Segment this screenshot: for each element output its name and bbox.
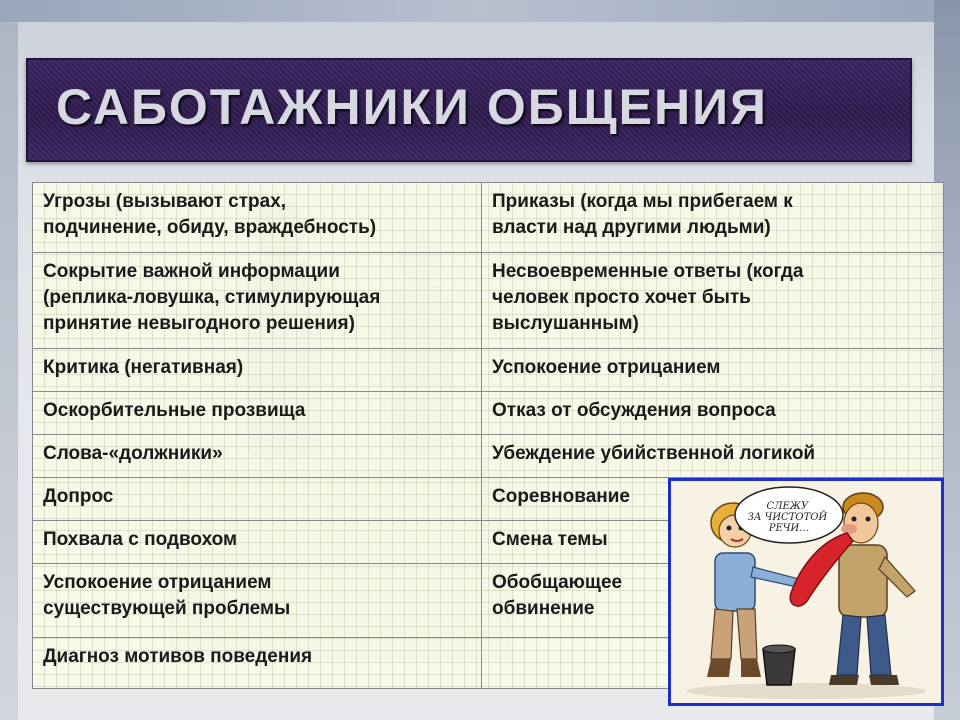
cell-text: Успокоение отрицанием	[492, 357, 721, 378]
table-cell-left	[33, 349, 482, 392]
table-cell-left	[33, 435, 482, 478]
table-cell-right	[482, 253, 944, 349]
cell-text: Критика (негативная)	[43, 357, 244, 378]
cell-text: Похвала с подвохом	[43, 529, 238, 550]
speech-line-3: РЕЧИ…	[768, 523, 810, 534]
background-top-band	[0, 0, 960, 22]
cell-text: Угрозы (вызывают страх, подчинение, обиду, враждебность)	[43, 191, 377, 239]
cell-text: Успокоение отрицанием существующей проблемы	[43, 572, 291, 620]
cell-text: Сокрытие важной информации (реплика-ловушка, стимулирующая принятие невыгодного решения)	[43, 261, 381, 335]
title-banner	[26, 58, 912, 162]
table-cell-left	[33, 521, 482, 564]
table-row	[33, 392, 944, 435]
cell-text: Слова-«должники»	[43, 443, 223, 464]
table-row	[33, 183, 944, 253]
table-cell-left	[33, 253, 482, 349]
cell-text: Обобщающее обвинение	[492, 572, 623, 620]
table-row	[33, 253, 944, 349]
cell-text: Диагноз мотивов поведения	[43, 646, 313, 667]
table-cell-left	[33, 638, 482, 689]
table-cell-right	[482, 183, 944, 253]
cell-text: Несвоевременные ответы (когда человек просто хочет быть выслушанным)	[492, 261, 804, 335]
speech-line-1: СЛЕЖУ	[766, 501, 809, 512]
cell-text: Соревнование	[492, 486, 630, 507]
table-cell-right	[482, 435, 944, 478]
cartoon-drawing	[671, 481, 941, 703]
cell-text: Отказ от обсуждения вопроса	[492, 400, 776, 421]
slide-title: САБОТАЖНИКИ ОБЩЕНИЯ	[56, 79, 768, 135]
table-cell-right	[482, 392, 944, 435]
cartoon-illustration	[668, 478, 944, 706]
cell-text: Смена темы	[492, 529, 608, 550]
table-cell-left	[33, 183, 482, 253]
table-cell-left	[33, 478, 482, 521]
cell-text: Приказы (когда мы прибегаем к власти над другими людьми)	[492, 191, 793, 239]
cell-text: Допрос	[43, 486, 114, 507]
table-row	[33, 435, 944, 478]
speech-line-2: ЗА ЧИСТОТОЙ	[747, 512, 828, 523]
cell-text: Убеждение убийственной логикой	[492, 443, 816, 464]
cell-text: Оскорбительные прозвища	[43, 400, 306, 421]
table-cell-right	[482, 349, 944, 392]
table-cell-left	[33, 564, 482, 638]
table-row	[33, 349, 944, 392]
table-cell-left	[33, 392, 482, 435]
background-left-band	[0, 22, 18, 720]
